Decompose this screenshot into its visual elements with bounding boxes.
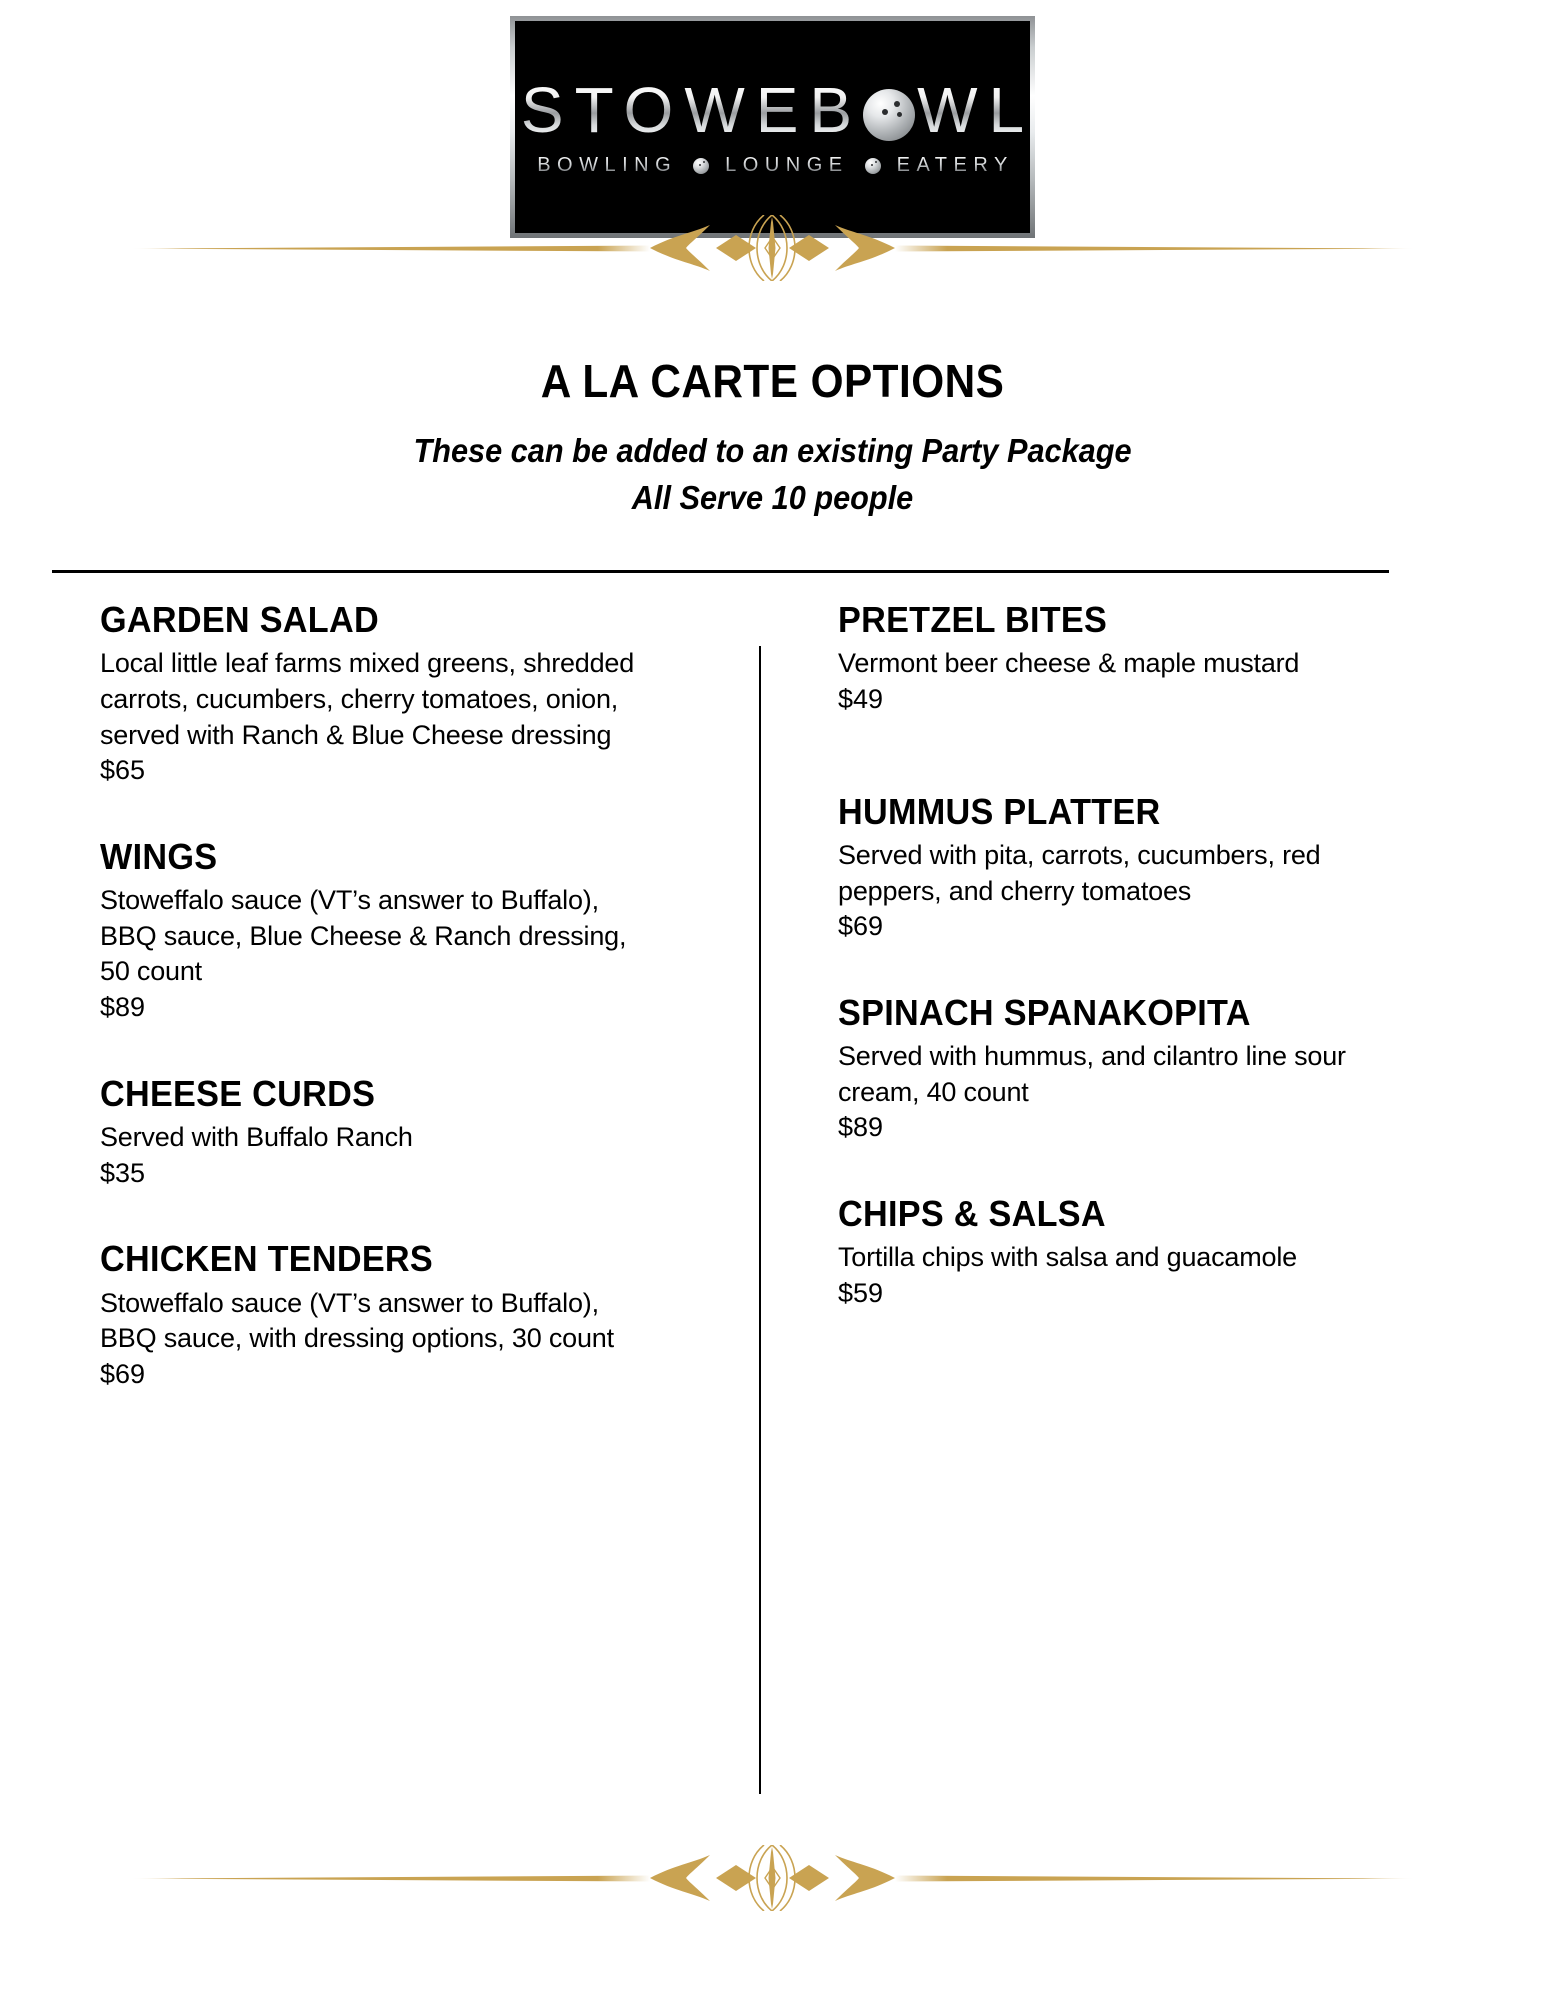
- menu-item: [100, 1074, 640, 1192]
- logo-tagline-bowling: BOWLING: [537, 153, 678, 176]
- menu-item: [100, 837, 640, 1026]
- menu-item-description: Vermont beer cheese & maple mustard: [838, 648, 1300, 679]
- menu-item-price: $65: [100, 755, 146, 786]
- menu-item-name: CHIPS & SALSA: [838, 1192, 1106, 1234]
- menu-item: [100, 1239, 640, 1392]
- brand-logo: [0, 16, 1545, 238]
- menu-item-price: $59: [838, 1277, 884, 1308]
- menu-item-name: GARDEN SALAD: [100, 599, 379, 640]
- ornamental-divider-top: [130, 215, 1415, 281]
- bowling-ball-icon: [863, 89, 915, 141]
- logo-tagline: [531, 154, 1014, 177]
- page-title-block: [0, 354, 1545, 522]
- menu-item-description: Local little leaf farms mixed greens, shredded carrots, cucumbers, cherry tomatoes, onion, served with Ranch & Blue Cheese dressing: [100, 648, 635, 750]
- logo-inner-panel: [515, 21, 1036, 233]
- menu-item: [838, 993, 1398, 1146]
- column-divider: [759, 646, 761, 1794]
- menu-item-name: PRETZEL BITES: [838, 599, 1108, 640]
- menu-item-name: CHICKEN TENDERS: [100, 1238, 434, 1280]
- menu-item-name: CHEESE CURDS: [100, 1072, 376, 1114]
- bowling-ball-small-icon-1: [693, 158, 709, 174]
- menu-item-description: Stoweffalo sauce (VT’s answer to Buffalo), BBQ sauce, Blue Cheese & Ranch dressing, 50 count: [100, 885, 627, 987]
- menu-item-price: $49: [838, 683, 884, 714]
- menu-item-name: HUMMUS PLATTER: [838, 790, 1161, 832]
- menu-column-left: [100, 600, 640, 1440]
- menu-item-price: $35: [100, 1157, 146, 1188]
- logo-wordmark-part2: WL: [917, 73, 1036, 146]
- menu-item-name: SPINACH SPANAKOPITA: [838, 991, 1251, 1033]
- menu-body: [0, 600, 1545, 1810]
- menu-item-description: Served with hummus, and cilantro line sour cream, 40 count: [838, 1041, 1346, 1107]
- menu-item: [838, 1194, 1398, 1312]
- menu-item: [838, 600, 1398, 718]
- ornamental-divider-bottom: [130, 1845, 1415, 1911]
- logo-wordmark-part1: STOWEB: [520, 73, 864, 146]
- header-separator-rule: [52, 570, 1389, 573]
- page-subtitle-line-1: These can be added to an existing Party Package: [413, 432, 1132, 469]
- menu-item-price: $69: [100, 1358, 146, 1389]
- bowling-ball-small-icon-2: [865, 158, 881, 174]
- menu-column-right: [838, 600, 1398, 1360]
- menu-item-description: Tortilla chips with salsa and guacamole: [838, 1242, 1297, 1273]
- logo-frame: [510, 16, 1035, 238]
- menu-item: [838, 792, 1398, 945]
- menu-item-description: Stoweffalo sauce (VT’s answer to Buffalo), BBQ sauce, with dressing options, 30 count: [100, 1287, 614, 1354]
- page-subtitle-line-2: All Serve 10 people: [631, 478, 914, 516]
- menu-item-price: $89: [100, 992, 146, 1022]
- menu-item: [100, 600, 640, 789]
- menu-item-description: Served with pita, carrots, cucumbers, red peppers, and cherry tomatoes: [838, 839, 1321, 906]
- logo-tagline-lounge: LOUNGE: [725, 153, 849, 176]
- menu-item-price: $89: [838, 1112, 884, 1143]
- page-title: A LA CARTE OPTIONS: [540, 355, 1005, 407]
- logo-tagline-eatery: EATERY: [896, 153, 1014, 176]
- menu-item-description: Served with Buffalo Ranch: [100, 1121, 413, 1152]
- menu-item-price: $69: [838, 911, 884, 942]
- logo-wordmark: [510, 73, 1036, 146]
- menu-item-name: WINGS: [100, 835, 218, 877]
